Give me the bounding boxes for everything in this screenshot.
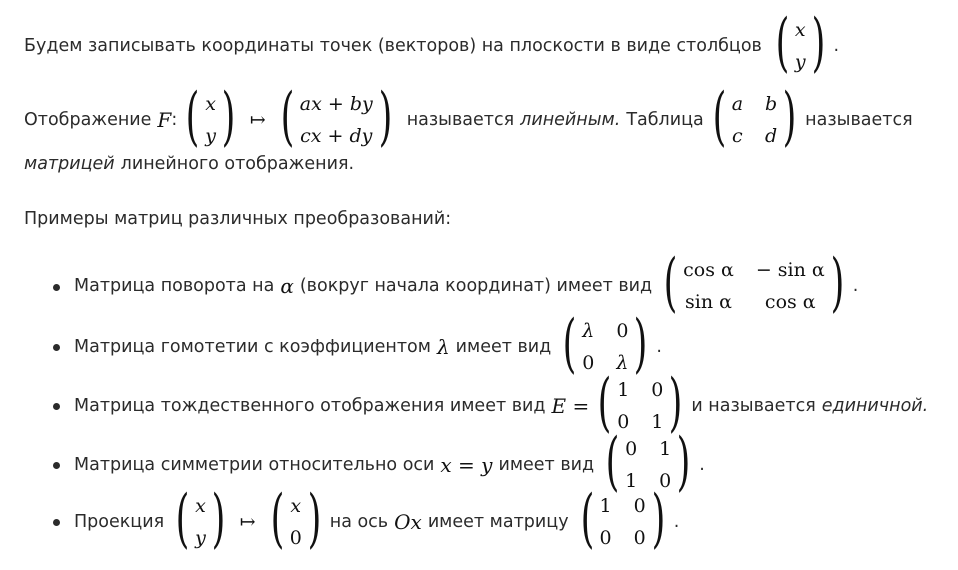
matrix-cell: d (765, 125, 778, 147)
colon: : (171, 110, 178, 130)
math-lambda: λ (436, 335, 450, 359)
period: . (852, 276, 859, 296)
item-text: Матрица поворота на (74, 276, 275, 296)
matrix-cell: 1 (599, 495, 612, 517)
bullet-dot (53, 462, 60, 469)
paragraph-text: линейного отображения. (120, 154, 355, 174)
emphasis-matrix: матрицей (24, 154, 115, 174)
matrix-cell: 0 (582, 352, 595, 374)
item-text: (вокруг начала координат) имеет вид (299, 276, 653, 296)
matrix-cell: b (765, 93, 778, 115)
vector-cell: x (290, 495, 302, 517)
paragraph-text: называется (406, 110, 515, 130)
matrix-cell: − sin α (755, 259, 825, 281)
vector-cell: cx + dy (300, 125, 373, 147)
matrix-cell: 0 (659, 470, 672, 492)
matrix-cell: cos α (683, 259, 734, 281)
matrix-cell: 0 (599, 527, 612, 549)
period: . (673, 512, 680, 532)
right-paren: ) (811, 6, 825, 80)
paragraph-text: Примеры матриц различных преобразований: (24, 209, 452, 229)
matrix-cell: λ (582, 320, 595, 342)
item-text: Матрица симметрии относительно оси (74, 455, 435, 475)
column-vector (770, 6, 831, 80)
matrix-cell: 0 (633, 495, 646, 517)
list-item (74, 246, 859, 320)
item-text: Матрица гомотетии с коэффициентом (74, 337, 431, 357)
paragraph-examples (24, 209, 451, 229)
symmetry-matrix: ( 0 1 1 0 ) (605, 425, 691, 499)
period: . (656, 337, 662, 357)
paragraph-text: Отображение (24, 110, 152, 130)
matrix-cell: 1 (625, 470, 638, 492)
item-text: Проекция (74, 512, 165, 532)
paragraph-coordinates (24, 6, 840, 80)
projection-output-vector: ( x 0 ) (270, 482, 322, 556)
list-item (74, 482, 680, 556)
list-item (74, 307, 662, 381)
item-text: имеет вид (455, 337, 552, 357)
matrix-cell: λ (616, 352, 629, 374)
matrix-cell: c (732, 125, 743, 147)
matrix-cell: 0 (633, 527, 646, 549)
paragraph-text: Таблица (626, 110, 704, 130)
vector-cell: y (205, 125, 216, 147)
math-Ox: Ox (394, 510, 422, 534)
math-x-equals-y: x = y (440, 453, 493, 477)
matrix-cell: cos α (764, 291, 816, 313)
vector-cell: x (794, 19, 806, 41)
math-F: F (157, 108, 172, 132)
matrix-cell: 0 (651, 379, 664, 401)
mapsto-arrow: ↦ (249, 109, 266, 131)
item-text: имеет матрицу (427, 512, 569, 532)
mapsto-arrow: ↦ (239, 511, 256, 533)
emphasis-unit: единичной. (821, 396, 929, 416)
rotation-matrix: ( cos α − sin α sin α cos α ) (663, 246, 845, 320)
matrix-cell: a (731, 93, 744, 115)
left-paren: ( (775, 6, 790, 80)
projection-input-vector: ( x y ) (175, 482, 226, 556)
bullet-dot (53, 403, 60, 410)
matrix-cell: 1 (651, 411, 664, 433)
paragraph-linear-map-cont (24, 154, 354, 174)
vector-cell: x (195, 495, 206, 517)
homothety-matrix: ( λ 0 0 λ ) (562, 307, 648, 381)
math-E: E = (551, 394, 590, 418)
vector-cell: ax + by (299, 93, 373, 115)
matrix-cell: 1 (617, 379, 630, 401)
item-text: и называется (691, 396, 816, 416)
item-text: на ось (329, 512, 389, 532)
paragraph-text: называется (805, 110, 913, 130)
matrix-cell: 0 (617, 411, 630, 433)
identity-matrix: ( 1 0 0 1 ) (597, 366, 683, 440)
matrix-cell: 0 (625, 438, 638, 460)
bullet-dot (53, 519, 60, 526)
bullet-dot (53, 284, 60, 291)
input-vector: ( x y ) (185, 80, 236, 154)
vector-cell: y (195, 527, 206, 549)
item-text: Матрица тождественного отображения имеет вид (74, 396, 546, 416)
output-vector: ( ax + by cx + dy ) (280, 80, 393, 154)
matrix-cell: 0 (616, 320, 629, 342)
matrix-cell: sin α (685, 291, 732, 313)
item-text: имеет вид (498, 455, 595, 475)
matrix-cell: 1 (659, 438, 672, 460)
list-item (74, 425, 705, 499)
period: . (699, 455, 705, 475)
projection-matrix: ( 1 0 0 0 ) (580, 482, 666, 556)
paragraph-text: Будем записывать координаты точек (векторов) на плоскости в виде столбцов (24, 36, 762, 56)
vector-cell: 0 (289, 527, 302, 549)
emphasis-linear: линейным. (520, 110, 621, 130)
vector-cell: y (794, 51, 806, 73)
list-item (74, 366, 929, 440)
vector-cell: x (205, 93, 216, 115)
bullet-dot (53, 344, 60, 351)
paragraph-linear-map (24, 80, 913, 154)
period: . (833, 36, 840, 56)
math-alpha: α (280, 274, 294, 298)
table-matrix: ( a b c d ) (712, 80, 797, 154)
